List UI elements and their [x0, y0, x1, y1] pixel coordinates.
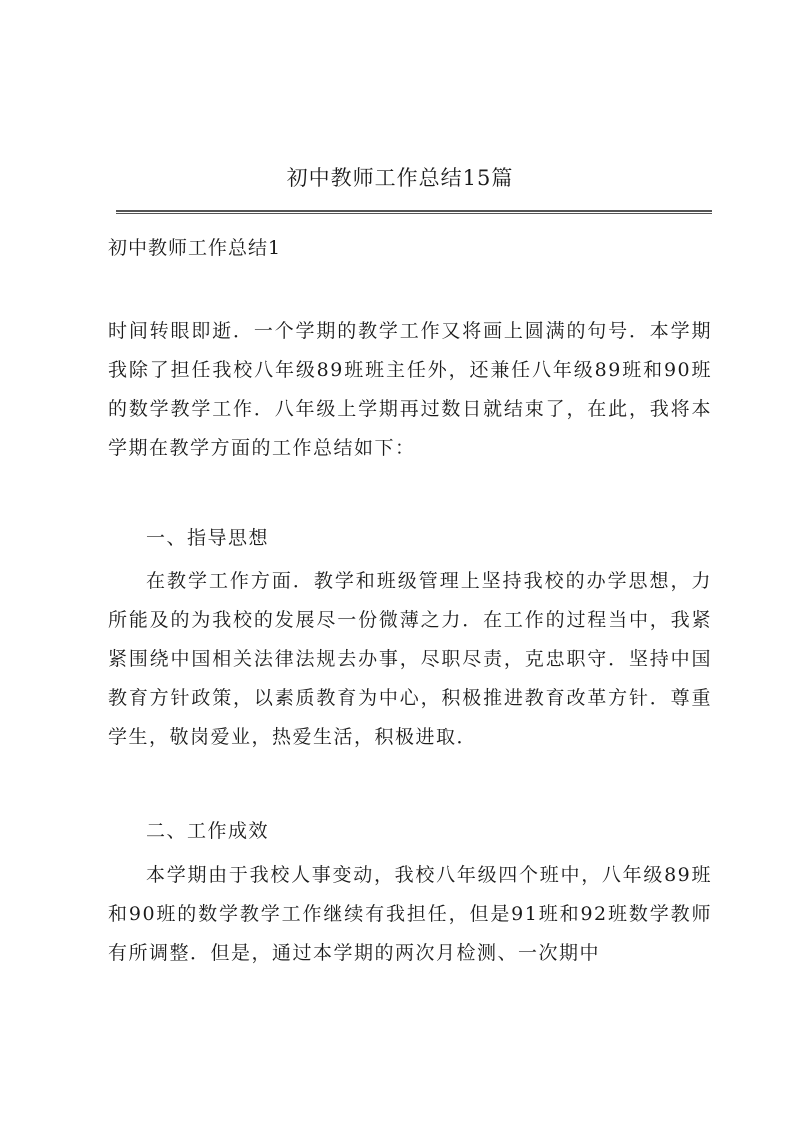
section-heading-guiding-thought: 一、指导思想	[146, 527, 270, 549]
document-title: 初中教师工作总结15篇	[286, 166, 514, 190]
intro-paragraph: 时间转眼即逝．一个学期的教学工作又将画上圆满的句号．本学期我除了担任我校八年级89班班主任外，还兼任八年级89班和90班的数学教学工作．八年级上学期再过数日就结束了，在此，我将本学期在教学方面的工作总结如下：	[108, 320, 712, 459]
document-subheading: 初中教师工作总结1	[108, 237, 282, 259]
section-heading-work-results: 二、工作成效	[146, 820, 270, 842]
title-divider	[116, 210, 712, 214]
section-paragraph-guiding-thought: 在教学工作方面．教学和班级管理上坚持我校的办学思想，力所能及的为我校的发展尽一份微薄之力．在工作的过程当中，我紧紧围绕中国相关法律法规去办事，尽职尽责，克忠职守．坚持中国教育方针政策，以素质教育为中心，积极推进教育改革方针．尊重学生，敬岗爱业，热爱生活，积极进取．	[108, 570, 712, 748]
section-paragraph-work-results: 本学期由于我校人事变动，我校八年级四个班中，八年级89班和90班的数学教学工作继续有我担任，但是91班和92班数学教师有所调整．但是，通过本学期的两次月检测、一次期中	[108, 864, 712, 964]
